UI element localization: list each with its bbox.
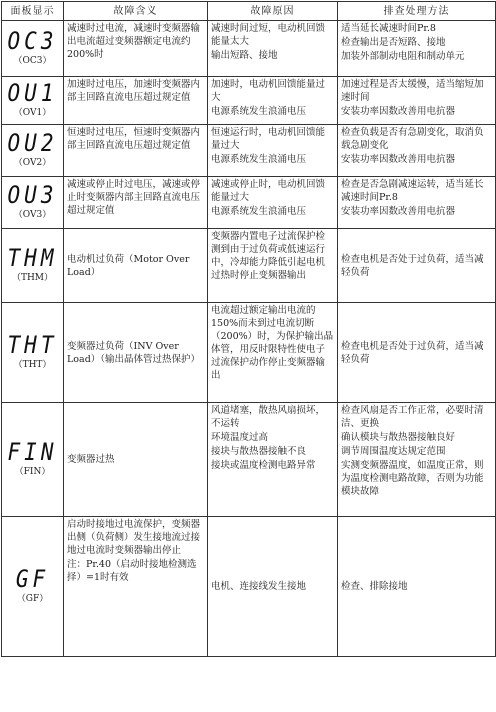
fault-cause-cell <box>208 125 338 177</box>
action-line: 安装功率因数改善用电抗器 <box>341 106 456 117</box>
fault-meaning-cell <box>64 517 208 657</box>
segment-code: OU3 <box>7 181 58 209</box>
header-action: 排查处理方法 <box>338 2 496 21</box>
header-display: 面板显示 <box>2 2 64 21</box>
table-row <box>2 229 496 303</box>
fault-meaning-cell <box>64 125 208 177</box>
panel-display-cell <box>2 21 64 77</box>
cause-line: 接块与散热器接触不良 <box>211 446 307 457</box>
cause-line: 变频器内置电子过流保护检测到由于过负荷或低速运行中，冷却能力降低引起电机过热时停止变频器输出 <box>211 231 326 281</box>
fault-action-cell <box>338 77 496 125</box>
fault-cause-cell <box>208 177 338 229</box>
cause-line: 电源系统发生浪涌电压 <box>211 106 307 117</box>
fault-action-cell <box>338 21 496 77</box>
table-row <box>2 177 496 229</box>
code-label: （OC3） <box>13 56 52 66</box>
cause-line: 电源系统发生浪涌电压 <box>211 206 307 217</box>
header-cause: 故障原因 <box>208 2 338 21</box>
segment-code: THT <box>7 331 58 359</box>
segment-code: FIN <box>7 438 58 466</box>
table-row <box>2 77 496 125</box>
cause-line: 减速或停止时，电动机回馈能量过大 <box>211 179 326 203</box>
fault-cause-cell <box>208 229 338 303</box>
fault-meaning-cell <box>64 177 208 229</box>
panel-display-cell <box>2 77 64 125</box>
action-line: 检查负载是否有急剧变化，取消负载急剧变化 <box>341 127 484 151</box>
fault-cause-cell <box>208 77 338 125</box>
action-line: 加速过程是否太缓慢，适当缩短加速时间 <box>341 79 484 103</box>
fault-cause-cell <box>208 303 338 403</box>
cause-line: 环境温度过高 <box>211 432 269 443</box>
fault-table <box>1 1 496 657</box>
action-line: 检查风扇是否工作正常，必要时清洁、更换 <box>341 405 484 429</box>
table-row <box>2 403 496 517</box>
code-label: （OV1） <box>13 108 52 118</box>
meaning-line: 电动机过负荷（Motor Over Load） <box>67 253 190 278</box>
fault-action-cell <box>338 125 496 177</box>
cause-line: 风道堵塞，散热风扇损坏，不运转 <box>211 405 326 429</box>
table-row <box>2 517 496 657</box>
meaning-line: 变频器过负荷（INV Over Load）（输出晶体管过热保护） <box>67 340 201 365</box>
action-line: 调节周围温度达规定范围 <box>341 446 446 457</box>
header-meaning: 故障含义 <box>64 2 208 21</box>
fault-action-cell <box>338 303 496 403</box>
action-line: 安装功率因数改善用电抗器 <box>341 206 456 217</box>
fault-action-cell <box>338 517 496 657</box>
code-label: （FIN） <box>14 467 51 477</box>
code-label: （GF） <box>16 594 49 604</box>
panel-display-cell <box>2 125 64 177</box>
table-row <box>2 125 496 177</box>
fault-meaning-cell <box>64 303 208 403</box>
code-label: （OV3） <box>13 210 52 220</box>
segment-code: OC3 <box>7 27 58 55</box>
fault-action-cell <box>338 177 496 229</box>
action-line: 检查是否急剧减速运转，适当延长减速时间Pr.8 <box>341 179 484 203</box>
cause-line: 加速时，电动机回馈能量过大 <box>211 79 326 103</box>
code-label: （THM） <box>11 273 54 283</box>
segment-code: THM <box>7 244 58 272</box>
meaning-line: 变频器过热 <box>67 454 115 465</box>
meaning-line: 恒速时过电压，恒速时变频器内部主回路直流电压超过规定值 <box>67 127 201 151</box>
panel-display-cell <box>2 403 64 517</box>
fault-cause-cell <box>208 403 338 517</box>
code-label: （THT） <box>13 360 52 370</box>
action-line: 实测变频器温度，如温度正常，则为温度检测电路故障，否则为功能模块故障 <box>341 460 484 497</box>
segment-code: OU1 <box>7 79 58 107</box>
fault-meaning-cell <box>64 403 208 517</box>
cause-line: 电源系统发生浪涌电压 <box>211 154 307 165</box>
cause-line: 恒速运行时，电动机回馈能量过大 <box>211 127 326 151</box>
header-row <box>2 2 496 21</box>
table-row <box>2 21 496 77</box>
fault-cause-cell <box>208 517 338 657</box>
code-label: （OV2） <box>13 158 52 168</box>
panel-display-cell <box>2 303 64 403</box>
cause-line: 接块或温度检测电路异常 <box>211 460 316 471</box>
fault-meaning-cell <box>64 77 208 125</box>
meaning-line: 加速时过电压，加速时变频器内部主回路直流电压超过规定值 <box>67 79 201 103</box>
panel-display-cell <box>2 229 64 303</box>
action-line: 加装外部制动电阻和制动单元 <box>341 51 465 62</box>
fault-meaning-cell <box>64 229 208 303</box>
action-line: 安装功率因数改善用电抗器 <box>341 154 456 165</box>
fault-action-cell <box>338 403 496 517</box>
cause-line: 减速时间过短，电动机回馈能量太大 <box>211 23 326 47</box>
action-line: 检查、排除接地 <box>341 581 408 592</box>
fault-action-cell <box>338 229 496 303</box>
meaning-line: 注：Pr.40（启动时接地检测选择）=1时有效 <box>67 559 197 583</box>
panel-display-cell <box>2 177 64 229</box>
table-row <box>2 303 496 403</box>
action-line: 确认模块与散热器接触良好 <box>341 432 456 443</box>
action-line: 适当延长减速时间Pr.8 <box>341 23 436 34</box>
cause-line: 电流超过额定输出电流的150%而未到过电流切断（200%）时，为保护输出晶体管，用反时限特性使电子过流保护动作停止变频器输出 <box>211 305 334 381</box>
fault-cause-cell <box>208 21 338 77</box>
fault-meaning-cell <box>64 21 208 77</box>
meaning-line: 减速时过电流，减速时变频器输出电流超过变频器额定电流约200%时 <box>67 23 201 60</box>
cause-line: 电机、连接线发生接地 <box>211 581 307 592</box>
action-line: 检查电机是否处于过负荷，适当减轻负荷 <box>341 340 484 365</box>
action-line: 检查电机是否处于过负荷，适当减轻负荷 <box>341 253 484 278</box>
meaning-line: 启动时接地过电流保护，变频器出侧（负荷侧）发生接地流过接地过电流时变频器输出停止 <box>67 519 201 556</box>
cause-line: 输出短路、接地 <box>211 50 278 61</box>
action-line: 检查输出是否短路、接地 <box>341 37 446 48</box>
segment-code: OU2 <box>7 129 58 157</box>
segment-code: GF <box>15 565 50 593</box>
panel-display-cell <box>2 517 64 657</box>
meaning-line: 减速或停止时过电压，减速或停止时变频器内部主回路直流电压超过规定值 <box>67 179 201 216</box>
